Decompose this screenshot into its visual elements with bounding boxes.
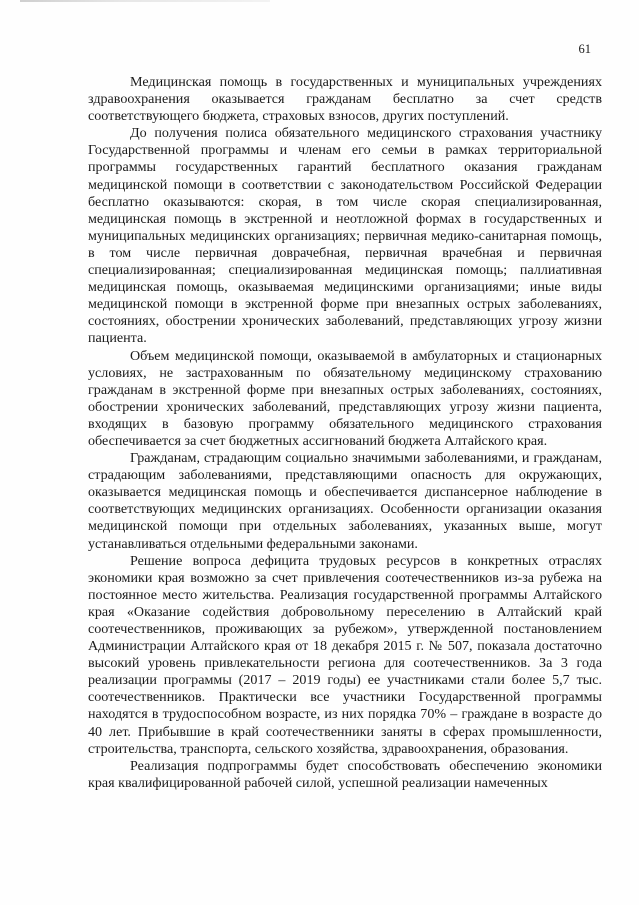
scan-edge-line [20, 0, 270, 2]
paragraph-socially-significant: Гражданам, страдающим социально значимыми заболеваниями, и гражданам, страдающим заболеваниями, представляющими опасность для окружающих, оказывается медицинская помощь и обеспечивается диспансерное наблюдение в соответствующих медицинских организациях. Особенности организации оказания медицинской помощи при отдельных заболеваниях, указанных выше, могут устанавливаться отдельными федеральными законами. [88, 450, 602, 552]
paragraph-medical-care-free: Медицинская помощь в государственных и муниципальных учреждениях здравоохранения оказывается гражданам бесплатно за счет средств соответствующего бюджета, страховых взносов, других поступлений. [88, 74, 602, 125]
page-number: 61 [578, 42, 591, 56]
paragraph-subprogram: Реализация подпрограммы будет способствовать обеспечению экономики края квалифицированной рабочей силой, успешной реализации намеченных [88, 757, 602, 791]
body-text [88, 74, 602, 792]
paragraph-before-policy: До получения полиса обязательного медицинского страхования участнику Государственной программы и членам его семьи в рамках территориальной программы государственных гарантий бесплатного оказания гражданам медицинской помощи в соответствии с законодательством Российской Федерации бесплатно оказываются: скорая, в том числе скорая специализированная, медицинская помощь в экстренной и неотложной формах в государственных и муниципальных медицинских организациях; первичная медико-санитарная помощь, в том числе первичная доврачебная, первичная врачебная и первичная специализированная; специализированная медицинская помощь; паллиативная медицинская помощь, оказываемая медицинскими организациями; иные виды медицинской помощи в экстренной форме при внезапных острых заболеваниях, состояниях, обострении хронических заболеваний, представляющих угрозу жизни пациента. [88, 125, 602, 347]
paragraph-scope-of-care: Объем медицинской помощи, оказываемой в амбулаторных и стационарных условиях, не застрахованным по обязательному медицинскому страхованию гражданам в экстренной форме при внезапных острых заболеваниях, состояниях, обострении хронических заболеваний, представляющих угрозу жизни пациента, входящих в базовую программу обязательного медицинского страхования обеспечивается за счет бюджетных ассигнований бюджета Алтайского края. [88, 347, 602, 449]
paragraph-labor-deficit: Решение вопроса дефицита трудовых ресурсов в конкретных отраслях экономики края возможно за счет привлечения соотечественников из-за рубежа на постоянное место жительства. Реализация государственной программы Алтайского края «Оказание содействия добровольному переселению в Алтайский край соотечественников, проживающих за рубежом», утвержденной постановлением Администрации Алтайского края от 18 декабря 2015 г. № 507, показала достаточно высокий уровень привлекательности региона для соотечественников. За 3 года реализации программы (2017 – 2019 годы) ее участниками стали более 5,7 тыс. соотечественников. Практически все участники Государственной программы находятся в трудоспособном возрасте, из них порядка 70% – граждане в возрасте до 40 лет. Прибывшие в край соотечественники заняты в сферах промышленности, строительства, транспорта, сельского хозяйства, здравоохранения, образования. [88, 552, 602, 757]
